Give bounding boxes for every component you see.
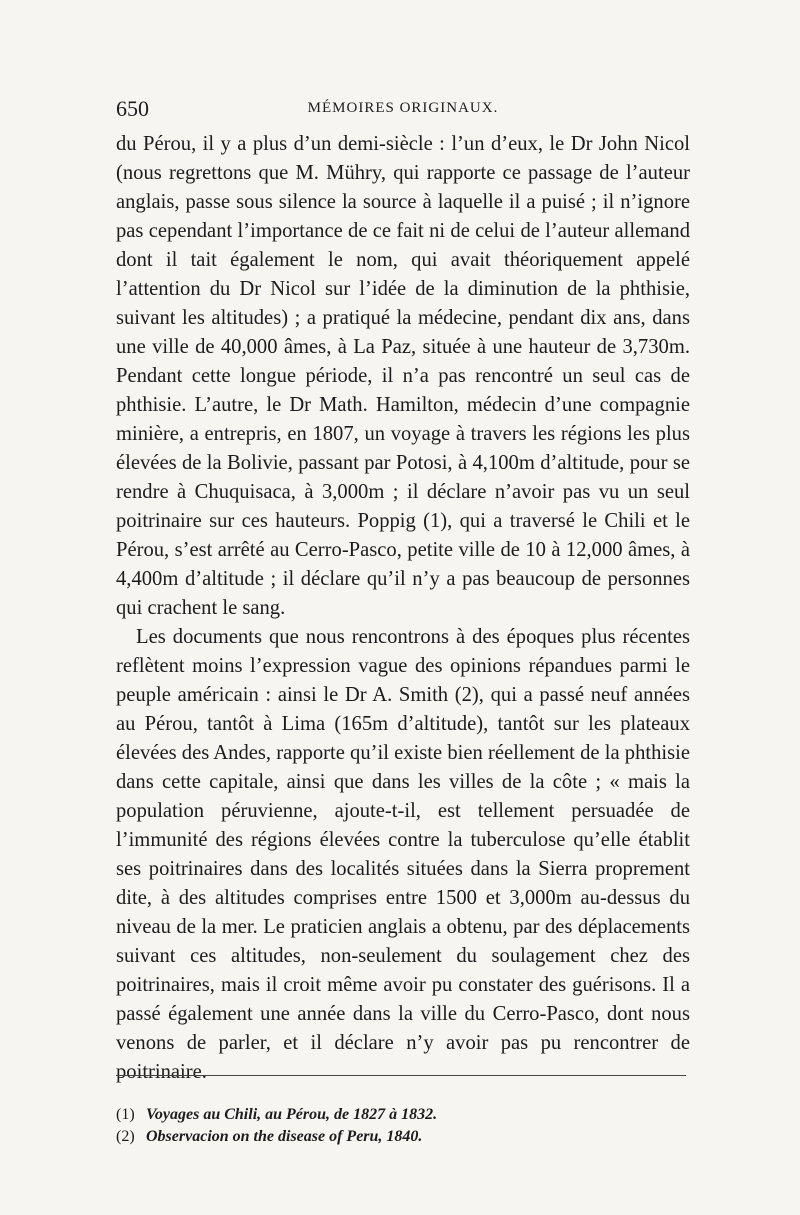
footnotes [116,1104,690,1148]
paragraph: du Pérou, il y a plus d’un demi-siècle : l’un d’eux, le Dr John Nicol (nous regrettons que M. Mühry, qui rapporte ce passage de l’auteur anglais, passe sous silence la source à laquelle il a puisé ; il n’ignore pas cependant l’importance de ce fait ni de celui de l’auteur allemand dont il tait également le nom, qui avait théoriquement appelé l’attention du Dr Nicol sur l’idée de la diminution de la phthisie, suivant les altitudes) ; a pratiqué la médecine, pendant dix ans, dans une ville de 40,000 âmes, à La Paz, située à une hauteur de 3,730m. Pendant cette longue période, il n’a pas rencontré un seul cas de phthisie. L’autre, le Dr Math. Hamilton, médecin d’une compagnie minière, a entrepris, en 1807, un voyage à travers les régions les plus élevées de la Bolivie, passant par Potosi, à 4,100m d’altitude, pour se rendre à Chuquisaca, à 3,000m ; il déclare n’avoir pas vu un seul poitrinaire sur ces hauteurs. Poppig (1), qui a traversé le Chili et le Pérou, s’est arrêté au Cerro-Pasco, petite ville de 10 à 12,000 âmes, à 4,400m d’altitude ; il déclare qu’il n’y a pas beaucoup de personnes qui crachent le sang. [116,133,690,619]
footnote-number: (2) [116,1128,135,1145]
footnote-text: Voyages au Chili, au Pérou, de 1827 à 1832. [146,1106,438,1123]
page-header [116,96,690,128]
paragraph: Les documents que nous rencontrons à des époques plus récentes reflètent moins l’expression vague des opinions répandues parmi le peuple américain : ainsi le Dr A. Smith (2), qui a passé neuf années au Pérou, tantôt à Lima (165m d’altitude), tantôt sur les plateaux élevées des Andes, rapporte qu’il existe bien réellement de la phthisie dans cette capitale, ainsi que dans les villes de la côte ; « mais la population péruvienne, ajoute-t-il, est tellement persuadée de l’immunité des régions élevées contre la tuberculose qu’elle établit ses poitrinaires dans des localités situées dans la Sierra proprement dite, à des altitudes comprises entre 1500 et 3,000m au-dessus du niveau de la mer. Le praticien anglais a obtenu, par des déplacements suivant ces altitudes, non-seulement du soulagement chez des poitrinaires, mais il croit même avoir pu constater des guérisons. Il a passé également une année dans la ville du Cerro-Pasco, dont nous venons de parler, et il déclare n’y avoir pas pu rencontrer de poitrinaire. [116,626,690,1083]
running-title: MÉMOIRES ORIGINAUX. [307,100,499,116]
page-number: 650 [116,96,149,121]
footnote-divider [116,1075,686,1076]
body-text [116,130,690,1087]
footnote [116,1104,690,1126]
footnote-text: Observacion on the disease of Peru, 1840. [146,1128,423,1145]
footnote [116,1126,690,1148]
footnote-number: (1) [116,1106,135,1123]
